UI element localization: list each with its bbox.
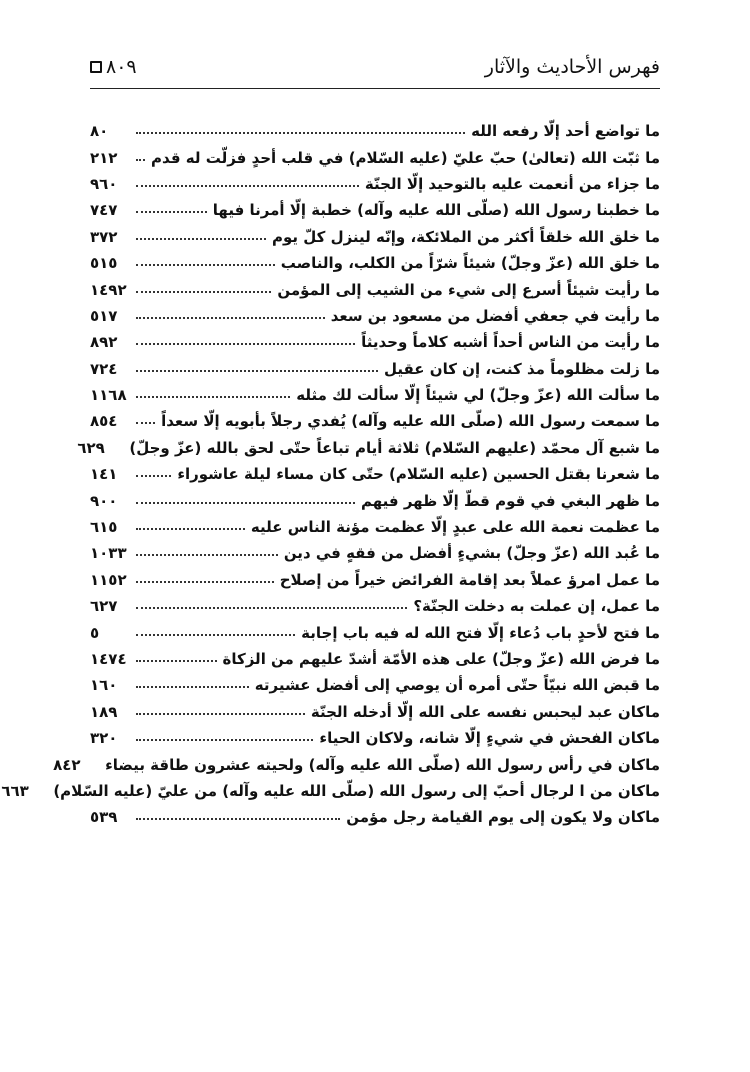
entry-page-number: ١٦٠ [90, 676, 118, 695]
index-entry [90, 619, 660, 645]
leader-dots [136, 471, 171, 477]
index-entry [90, 329, 660, 355]
entry-page-number: ٦٢٩ [77, 438, 105, 457]
leader-dots [136, 550, 278, 556]
index-entry [90, 646, 660, 672]
page-number: ٨٠٩ [106, 56, 137, 78]
index-entry [90, 197, 660, 223]
entry-page-number: ٨٤٢ [53, 755, 81, 774]
leader-dots [136, 498, 355, 504]
index-entry [90, 356, 660, 382]
leader-dots [136, 207, 207, 213]
leader-dots [136, 313, 325, 319]
entry-text: ماكان ولا يكون إلى يوم القيامة رجل مؤمن [346, 808, 660, 827]
leader-dots [136, 524, 245, 530]
leader-dots [136, 418, 155, 424]
leader-dots [136, 735, 313, 741]
index-entry [90, 725, 660, 751]
leader-dots [136, 577, 274, 583]
entry-text: ماكان من ا لرجال أحبّ إلى رسول الله (صلّى الله عليه وآله) من عليّ (عليه السّلام) [53, 781, 660, 800]
square-ornament-icon [90, 61, 102, 73]
index-entry [90, 303, 660, 329]
entry-text: ما عظمت نعمة الله على عبدٍ إلّا عظمت مؤنة الناس عليه [250, 518, 660, 537]
index-entry [90, 250, 660, 276]
entry-text: ما ظهر البغي في قوم قطّ إلّا ظهر فيهم [361, 491, 660, 510]
entry-text: ما جزاء من أنعمت عليه بالتوحيد إلّا الجنّة [364, 174, 660, 193]
header-divider [90, 88, 660, 89]
entry-text: ما تواضع أحد إلّا رفعه الله [471, 122, 660, 141]
entry-page-number: ٣٧٢ [90, 227, 118, 246]
entry-text: ماكان الفحش في شيءٍ إلّا شانه، ولاكان الحياء [319, 729, 660, 748]
entry-text: ما فرض الله (عزّ وجلّ) على هذه الأمّة أشدّ عليهم من الزكاة [222, 650, 660, 668]
index-entry [90, 593, 660, 619]
index-entry [90, 408, 660, 434]
index-entry [90, 171, 660, 197]
entry-text: ما فتح لأحدٍ باب دُعاء إلّا فتح الله له فيه باب إجابة [301, 623, 660, 642]
leader-dots [136, 656, 217, 662]
leader-dots [136, 814, 340, 820]
entry-page-number: ٩٦٠ [90, 174, 118, 193]
entry-page-number: ١٤٧٤ [90, 650, 127, 668]
entry-page-number: ٥ [90, 623, 100, 642]
entry-page-number: ٦٦٣ [1, 781, 29, 800]
index-entry [90, 118, 660, 144]
leader-dots [136, 155, 145, 161]
entry-page-number: ١٠٣٣ [90, 544, 127, 563]
entry-text: ما شعرنا بقتل الحسين (عليه السّلام) حتّى كان مساء ليلة عاشوراء [177, 465, 660, 484]
entry-text: ما رأيت شيئاً أسرع إلى شيء من الشيب إلى المؤمن [277, 280, 660, 299]
entry-page-number: ١٨٩ [90, 702, 118, 721]
leader-dots [136, 339, 355, 345]
entry-page-number: ٩٠٠ [90, 491, 118, 510]
entry-page-number: ٥١٧ [90, 306, 118, 325]
entry-text: ما سمعت رسول الله (صلّى الله عليه وآله) يُفدي رجلاً بأبويه إلّا سعداً [161, 412, 660, 431]
entry-page-number: ٨٩٢ [90, 333, 118, 352]
entry-text: ما سألت الله (عزّ وجلّ) لي شيئاً إلّا سألت لك مثله [296, 386, 660, 405]
entry-text: ماكان عبد ليحبس نفسه على الله إلّا أدخله الجنّة [310, 702, 660, 721]
entry-text: ما عمل، إن عملت به دخلت الجنّة؟ [413, 597, 660, 616]
page-header [90, 48, 660, 88]
index-entry [90, 699, 660, 725]
entry-page-number: ٥١٥ [90, 254, 118, 273]
entry-text: ما رأيت من الناس أحداً أشبه كلاماً وحديثاً [361, 333, 660, 352]
index-entry [53, 751, 660, 777]
leader-dots [136, 287, 271, 293]
entry-text: ما شبع آل محمّد (عليهم السّلام) ثلاثة أيام تباعاً حتّى لحق بالله (عزّ وجلّ) [129, 438, 660, 457]
entry-text: ماكان في رأس رسول الله (صلّى الله عليه وآله) ولحيته عشرون طاقة بيضاء [105, 755, 660, 774]
index-entry [77, 435, 660, 461]
leader-dots [136, 128, 465, 134]
entry-text: ما عُبد الله (عزّ وجلّ) بشيءٍ أفضل من فقهٍ في دين [283, 544, 660, 563]
entry-page-number: ٦٢٧ [90, 597, 118, 616]
entry-page-number: ١٤١ [90, 465, 118, 484]
entry-page-number: ٢١٢ [90, 148, 118, 167]
leader-dots [136, 682, 249, 688]
leader-dots [136, 366, 378, 372]
leader-dots [136, 181, 359, 187]
leader-dots [136, 234, 266, 240]
index-entry [90, 804, 660, 830]
entry-page-number: ١١٦٨ [90, 386, 127, 405]
index-entry [90, 540, 660, 566]
entry-text: ما خطبنا رسول الله (صلّى الله عليه وآله) خطبة إلّا أمرنا فيها [212, 201, 660, 220]
index-entry [90, 567, 660, 593]
entry-page-number: ١١٥٢ [90, 570, 127, 589]
entry-text: ما ثبّت الله (تعالىٰ) حبّ عليّ (عليه السّلام) في قلب أحدٍ فزلّت له قدم [151, 148, 660, 167]
page-number-block [90, 56, 137, 78]
index-entry [90, 514, 660, 540]
index-entry [90, 461, 660, 487]
index-entry [90, 224, 660, 250]
entry-page-number: ٥٣٩ [90, 808, 118, 827]
entry-text: ما خلق الله خلقاً أكثر من الملائكة، وإنّه لينزل كلّ يوم [272, 227, 660, 246]
leader-dots [136, 630, 295, 636]
entry-page-number: ١٤٩٢ [90, 280, 127, 299]
index-entry [90, 672, 660, 698]
entry-page-number: ٧٢٤ [90, 359, 118, 378]
entry-text: ما عمل امرؤ عملاً بعد إقامة الفرائض خيراً من إصلاح [279, 570, 660, 589]
index-entry [90, 276, 660, 302]
entry-text: ما رأيت في جعفي أفضل من مسعود بن سعد [330, 306, 660, 325]
leader-dots [136, 260, 275, 266]
index-entries-list [1, 118, 660, 831]
leader-dots [136, 392, 290, 398]
entry-page-number: ٨٥٤ [90, 412, 118, 431]
leader-dots [136, 603, 407, 609]
index-entry [90, 144, 660, 170]
leader-dots [136, 709, 305, 715]
entry-page-number: ٨٠ [90, 122, 109, 141]
entry-page-number: ٦١٥ [90, 518, 118, 537]
index-entry [1, 778, 660, 804]
entry-text: ما زلت مظلوماً مذ كنت، إن كان عقيل [384, 359, 660, 378]
entry-text: ما خلق الله (عزّ وجلّ) شيئاً شرّاً من الكلب، والناصب [280, 254, 660, 273]
running-title: فهرس الأحاديث والآثار [484, 56, 660, 78]
entry-text: ما قبض الله نبيّاً حتّى أمره أن يوصي إلى أفضل عشيرته [254, 676, 660, 695]
entry-page-number: ٣٢٠ [90, 729, 118, 748]
index-entry [90, 382, 660, 408]
entry-page-number: ٧٤٧ [90, 201, 118, 220]
index-entry [90, 487, 660, 513]
